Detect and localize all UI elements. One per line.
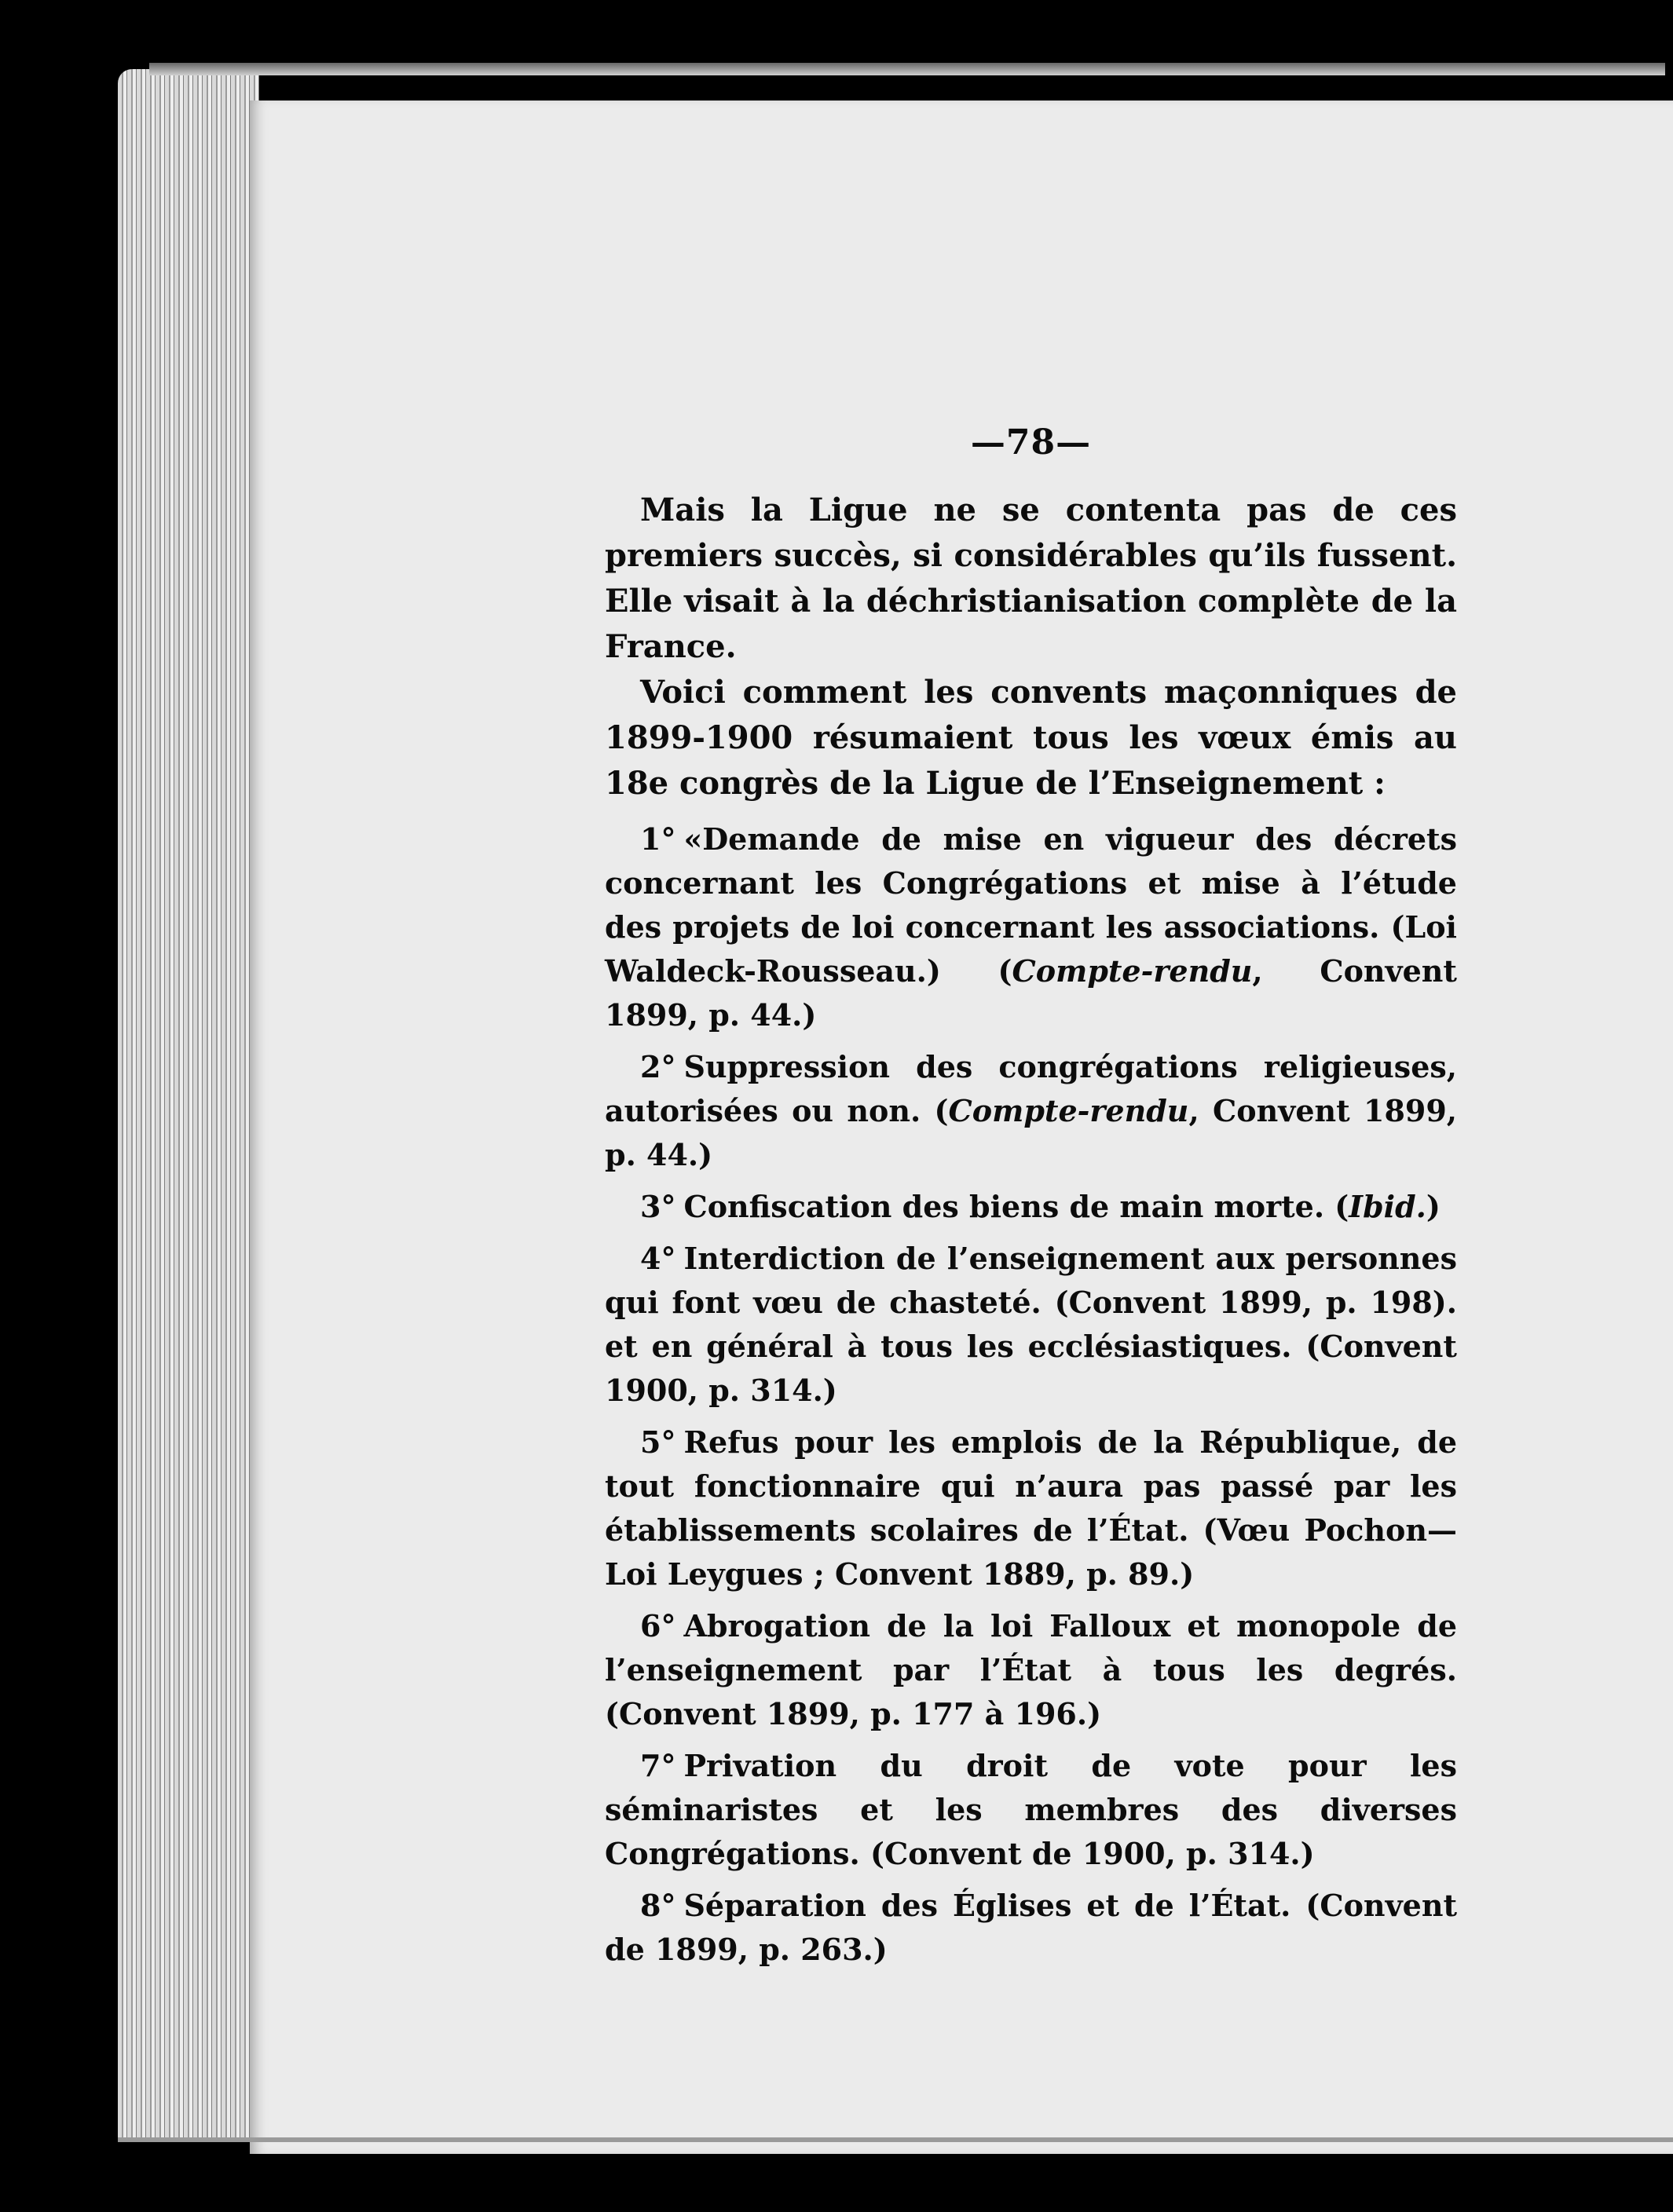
paragraph-1: Mais la Ligue ne se contenta pas de ces premiers succès, si considérables qu’ils fussent. Elle visait à la déchristianisation complète de la France. [605,492,1457,665]
bottom-page-edge [118,2137,1673,2142]
item-number: 5° [640,1424,676,1460]
item-text: Confiscation des biens de main morte. ( [683,1189,1349,1224]
item-number: 8° [640,1888,676,1923]
list-item [605,1604,1457,1736]
item-citation-italic: Compte-rendu [948,1093,1189,1128]
resolution-list [605,817,1457,1972]
list-item [605,1185,1457,1229]
item-number: 6° [640,1608,676,1643]
item-text: Séparation des Églises et de l’État. (Convent de 1899, p. 263.) [605,1888,1457,1967]
item-number: 7° [640,1748,676,1783]
list-item [605,1744,1457,1876]
item-number: 2° [640,1049,676,1084]
item-text: Abrogation de la loi Falloux et monopole de l’enseignement par l’État à tous les degrés. (Convent 1899, p. 177 à 196.) [605,1608,1457,1731]
list-item [605,1237,1457,1413]
item-number: 3° [640,1189,676,1224]
list-item [605,1884,1457,1972]
list-item [605,817,1457,1037]
item-citation-italic: Ibid. [1349,1189,1426,1224]
item-citation-italic: Compte-rendu [1012,953,1253,989]
text-block [605,420,1457,1980]
item-text: Interdiction de l’enseignement aux personnes qui font vœu de chasteté. (Convent 1899, p. 198). et en général à tous les ecclésiastiques. (Convent 1900, p. 314.) [605,1241,1457,1408]
list-item [605,1420,1457,1596]
list-item [605,1045,1457,1177]
item-citation-rest: ) [1426,1189,1441,1224]
item-number: 4° [640,1241,676,1276]
item-citation-rest: , Convent 1899, p. 44.) [605,1093,1458,1172]
page-number: —78— [970,422,1092,463]
item-text: Suppression des congrégations religieuses, autorisées ou non. ( [605,1049,1457,1128]
item-text: Privation du droit de vote pour les séminaristes et les membres des diverses Congrégations. (Convent de 1900, p. 314.) [605,1748,1457,1871]
paragraph-2: Voici comment les convents maçonniques de 1899-1900 résumaient tous les vœux émis au 18e congrès de la Ligue de l’Enseignement : [605,674,1457,802]
item-number: 1° [640,821,676,857]
item-text: «Demande de mise en vigueur des décrets concernant les Congrégations et mise à l’étude des projets de loi concernant les associations. (Loi Waldeck-Rousseau.) ( [605,821,1457,989]
item-citation-rest: , Convent 1899, p. 44.) [605,953,1457,1033]
item-text: Refus pour les emplois de la République, de tout fonctionnaire qui n’aura pas passé par les établissements scolaires de l’État. (Vœu Pochon—Loi Leygues ; Convent 1889, p. 89.) [605,1424,1457,1592]
top-page-edge [149,63,1665,75]
page-edge-stack [118,69,259,2142]
